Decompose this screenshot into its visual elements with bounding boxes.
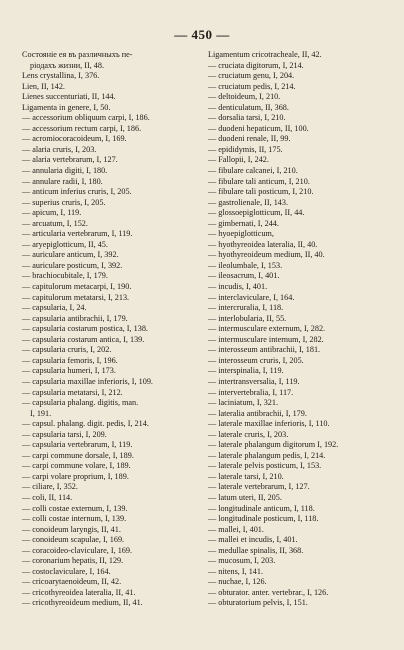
index-entry: — interosseum antibrachii, I, 181. bbox=[208, 345, 321, 355]
index-entry: — cruciata digitorum, I, 214. bbox=[208, 60, 304, 70]
index-entry: — laterale phalangum digitorum I, 192. bbox=[208, 440, 339, 450]
index-entry: — alaria cruris, I, 203. bbox=[22, 144, 97, 154]
index-column-left bbox=[22, 50, 206, 609]
index-entry: — cruciatum pedis, I, 214. bbox=[208, 81, 296, 91]
index-entry: — laterale maxillae inferioris, I, 110. bbox=[208, 419, 330, 429]
index-entry: — laterale phalangum pedis, I, 214. bbox=[208, 450, 326, 460]
index-entry: — colli costae internum, I, 139. bbox=[22, 514, 127, 524]
index-entry: — intertransversalia, I, 119. bbox=[208, 376, 300, 386]
index-entry: Состоянiе ея въ различныхъ пе- bbox=[22, 50, 133, 59]
index-entry: — intercruralia, I, 118. bbox=[208, 303, 284, 313]
index-entry: — auriculare posticum, I, 392. bbox=[22, 260, 123, 270]
index-entry: I, 191. bbox=[30, 408, 52, 418]
index-entry: — hyothyreoideum medium, II, 40. bbox=[208, 250, 325, 260]
index-entry: — obturator. anter. vertebrar., I, 126. bbox=[208, 587, 329, 597]
index-entry: Ligamentum cricotracheale, II, 42. bbox=[208, 50, 322, 59]
index-entry: — lateralia antibrachii, I, 179. bbox=[208, 408, 307, 418]
index-entry: — laterale vertebrarum, I, 127. bbox=[208, 482, 310, 492]
index-entry: — laciniatum, I, 321. bbox=[208, 398, 279, 408]
index-entry: — laterale pelvis posticum, I, 153. bbox=[208, 461, 322, 471]
index-entry: рiодахъ жизни, II, 48. bbox=[30, 60, 104, 70]
index-entry: — accessorium rectum carpi, I, 186. bbox=[22, 123, 142, 133]
index-entry: — coronarium hepatis, II, 129. bbox=[22, 556, 124, 566]
index-entry: — coracoideo-claviculare, I, 169. bbox=[22, 545, 133, 555]
index-entry: — latum uteri, II, 205. bbox=[208, 492, 282, 502]
index-entry: — capsularia maxillae inferioris, I, 109. bbox=[22, 376, 153, 386]
index-entry: Lienes succenturiati, II, 144. bbox=[22, 92, 116, 102]
index-entry: — cricothyreoideum medium, II, 41. bbox=[22, 598, 143, 608]
index-entry: — fibulare calcanei, I, 210. bbox=[208, 166, 298, 176]
index-entry: — laterale tarsi, I, 210. bbox=[208, 471, 284, 481]
index-entry: Ligamenta in genere, I, 50. bbox=[22, 102, 111, 112]
index-entry: — superius cruris, I, 205. bbox=[22, 197, 106, 207]
index-entry: — capsularia cruris, I, 202. bbox=[22, 345, 112, 355]
index-entry: — cricoarytaenoideum, II, 42. bbox=[22, 577, 122, 587]
index-entry: — nitens, I, 141. bbox=[208, 566, 264, 576]
index-entry: — colli costae externum, I, 139. bbox=[22, 503, 128, 513]
index-entry: — fibulare tali anticum, I, 210. bbox=[208, 176, 310, 186]
index-entry: — gimbernati, I, 244. bbox=[208, 218, 279, 228]
index-entry: — capitulorum metatarsi, I, 213. bbox=[22, 292, 130, 302]
index-entry: — alaria vertebrarum, I, 127. bbox=[22, 155, 118, 165]
index-entry: — ileolumbale, I, 153. bbox=[208, 260, 283, 270]
index-entry: — capsularia vertebrarum, I, 119. bbox=[22, 440, 133, 450]
index-entry: — carpi volare proprium, I, 189. bbox=[22, 471, 129, 481]
index-entry: — auriculare anticum, I, 392. bbox=[22, 250, 119, 260]
index-entry: — capsularia humeri, I, 173. bbox=[22, 366, 116, 376]
index-entry: — capsularia metatarsi, I, 212. bbox=[22, 387, 123, 397]
index-entry: — duodeni renale, II, 99. bbox=[208, 134, 291, 144]
index-entry: Lien, II, 142. bbox=[22, 81, 65, 91]
index-entry: — glossoepiglotticum, II, 44. bbox=[208, 208, 305, 218]
index-entry: — capsularia femoris, I, 196. bbox=[22, 355, 118, 365]
index-entry: — annularia digiti, I, 180. bbox=[22, 166, 108, 176]
index-entry: — intermusculare externum, I, 282. bbox=[208, 324, 326, 334]
index-entry: — intervertebralia, I, 117. bbox=[208, 387, 294, 397]
index-entry: — conoideum scapulae, I, 169. bbox=[22, 535, 125, 545]
index-entry: — capsularia tarsi, I, 209. bbox=[22, 429, 107, 439]
index-entry: — longitudinale anticum, I, 118. bbox=[208, 503, 315, 513]
index-entry: — accessorium obliquum carpi, I, 186. bbox=[22, 113, 150, 123]
index-entry: — medullae spinalis, II, 368. bbox=[208, 545, 304, 555]
index-entry: — coli, II, 114. bbox=[22, 492, 73, 502]
index-entry: — Fallopii, I, 242. bbox=[208, 155, 269, 165]
index-entry: — mucosum, I, 203. bbox=[208, 556, 276, 566]
index-entry: — ciliare, I, 352. bbox=[22, 482, 78, 492]
index-entry: — capsularia phalang. digitis, man. bbox=[22, 398, 139, 408]
index-entry: — capsularia, I, 24. bbox=[22, 303, 87, 313]
index-entry: — interclaviculare, I, 164. bbox=[208, 292, 295, 302]
index-entry: — anticum inferius cruris, I, 205. bbox=[22, 187, 132, 197]
index-entry: — interlobularia, II, 55. bbox=[208, 313, 287, 323]
index-entry: — capsul. phalang. digit. pedis, I, 214. bbox=[22, 419, 149, 429]
index-entry: — conoideum laryngis, II, 41. bbox=[22, 524, 121, 534]
index-entry: — interspinalia, I, 119. bbox=[208, 366, 284, 376]
index-entry: — deltoideum, I, 210. bbox=[208, 92, 281, 102]
index-entry: — nuchae, I, 126. bbox=[208, 577, 267, 587]
index-entry: — intermusculare internum, I, 282. bbox=[208, 334, 324, 344]
index-entry: — cricothyreoidea lateralia, II, 41. bbox=[22, 587, 136, 597]
index-entry: — brachiocubitale, I, 179. bbox=[22, 271, 108, 281]
index-entry: — incudis, I, 401. bbox=[208, 282, 268, 292]
index-entry: — cruciatum genu, I, 204. bbox=[208, 71, 295, 81]
index-entry: — acromiocoracoideum, I, 169. bbox=[22, 134, 127, 144]
index-entry: — apicum, I, 119. bbox=[22, 208, 82, 218]
index-entry: — mallei et incudis, I, 401. bbox=[208, 535, 298, 545]
index-entry: — articularia vertebrarum, I, 119. bbox=[22, 229, 133, 239]
page-number: — 450 — bbox=[174, 27, 230, 42]
index-entry: — carpi commune volare, I, 189. bbox=[22, 461, 131, 471]
index-entry: — duodeni hepaticum, II, 100. bbox=[208, 123, 309, 133]
index-entry: — costoclaviculare, I, 164. bbox=[22, 566, 111, 576]
index-entry: — fibulare tali posticum, I, 210. bbox=[208, 187, 314, 197]
index-entry: — aryepiglotticum, II, 45. bbox=[22, 239, 108, 249]
index-entry: — obturatorium pelvis, I, 151. bbox=[208, 598, 308, 608]
index-entry: — hyothyreoidea lateralia, II, 40. bbox=[208, 239, 318, 249]
index-entry: — ileosacrum, I, 401. bbox=[208, 271, 280, 281]
index-entry: — hyoepiglotticum, bbox=[208, 229, 274, 239]
index-entry: — carpi commune dorsale, I, 189. bbox=[22, 450, 134, 460]
index-entry: — interosseum cruris, I, 205. bbox=[208, 355, 304, 365]
index-entry: — epididymis, II, 175. bbox=[208, 144, 283, 154]
index-entry: — capsularia antibrachii, I, 179. bbox=[22, 313, 128, 323]
index-entry: — laterale cruris, I, 203. bbox=[208, 429, 289, 439]
index-entry: Lens crystallina, I, 376. bbox=[22, 71, 100, 81]
index-entry: — gastrolienale, II, 143. bbox=[208, 197, 289, 207]
index-entry: — annulare radii, I, 180. bbox=[22, 176, 103, 186]
index-entry: — capsularia costarum antica, I, 139. bbox=[22, 334, 145, 344]
index-entry: — dorsalia tarsi, I, 210. bbox=[208, 113, 286, 123]
index-entry: — capitulorum metacarpi, I, 190. bbox=[22, 282, 132, 292]
index-entry: — mallei, I, 401. bbox=[208, 524, 264, 534]
index-column-right bbox=[208, 50, 394, 609]
index-entry: — longitudinale posticum, I, 118. bbox=[208, 514, 319, 524]
index-entry: — capsularia costarum postica, I, 138. bbox=[22, 324, 148, 334]
index-entry: — arcuatum, I, 152. bbox=[22, 218, 88, 228]
index-entry: — denticulatum, II, 368. bbox=[208, 102, 289, 112]
